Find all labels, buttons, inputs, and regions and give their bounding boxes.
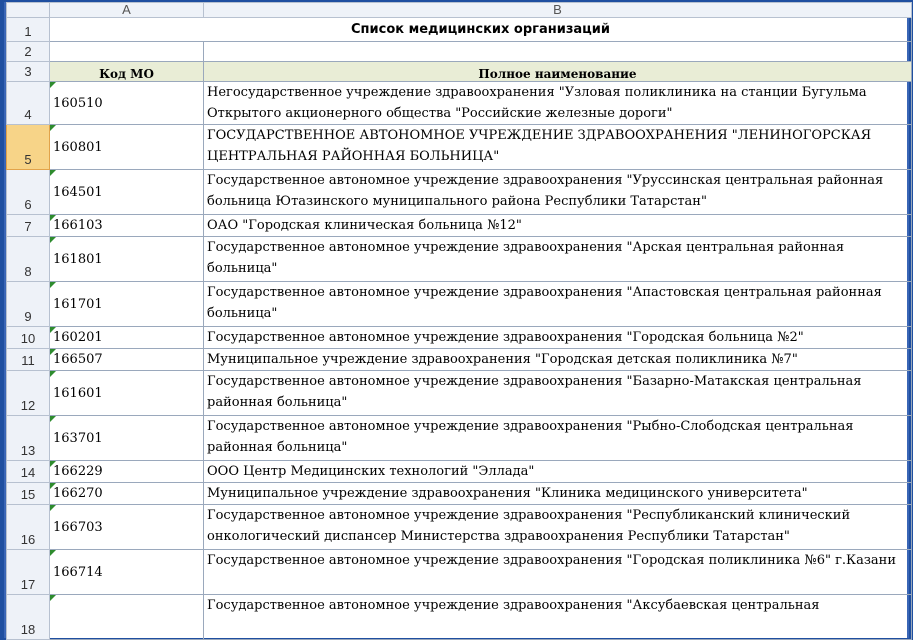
code-cell[interactable] (50, 595, 204, 640)
code-cell[interactable]: 166703 (50, 505, 204, 550)
code-cell[interactable]: 161601 (50, 371, 204, 416)
table-row (7, 349, 912, 371)
row-header[interactable]: 2 (7, 42, 50, 62)
row-header-selected[interactable]: 5 (7, 125, 50, 170)
table-row (7, 215, 912, 237)
code-cell[interactable]: 164501 (50, 170, 204, 215)
table-row (7, 125, 912, 170)
name-cell[interactable]: ОАО "Городская клиническая больница №12" (204, 215, 912, 237)
spreadsheet-window (4, 2, 909, 638)
code-cell[interactable]: 160801 (50, 125, 204, 170)
code-cell[interactable]: 160510 (50, 82, 204, 125)
code-cell[interactable]: 166714 (50, 550, 204, 595)
row-header[interactable]: 7 (7, 215, 50, 237)
table-row (7, 18, 912, 42)
code-cell[interactable]: 166229 (50, 461, 204, 483)
code-cell[interactable]: 166103 (50, 215, 204, 237)
table-row (7, 416, 912, 461)
table-row (7, 595, 912, 640)
code-cell[interactable]: 166270 (50, 483, 204, 505)
header-cell-name[interactable]: Полное наименование (204, 62, 912, 82)
select-all-corner[interactable] (7, 3, 50, 18)
code-cell[interactable]: 166507 (50, 349, 204, 371)
name-cell[interactable]: Государственное автономное учреждение здравоохранения "Республиканский клинический онкологический диспансер Министерства здравоохранения Республики Татарстан" (204, 505, 912, 550)
code-cell[interactable]: 161701 (50, 282, 204, 327)
table-row (7, 371, 912, 416)
row-header[interactable]: 16 (7, 505, 50, 550)
cell[interactable] (204, 42, 912, 62)
table-row (7, 461, 912, 483)
name-cell[interactable]: ГОСУДАРСТВЕННОЕ АВТОНОМНОЕ УЧРЕЖДЕНИЕ ЗДРАВООХРАНЕНИЯ "ЛЕНИНОГОРСКАЯ ЦЕНТРАЛЬНАЯ РАЙОННАЯ БОЛЬНИЦА" (204, 125, 912, 170)
name-cell[interactable]: Негосударственное учреждение здравоохранения "Узловая поликлиника на станции Бугульма Открытого акционерного общества "Российские железные дороги" (204, 82, 912, 125)
row-header[interactable]: 15 (7, 483, 50, 505)
table-row (7, 82, 912, 125)
table-row (7, 42, 912, 62)
code-cell[interactable]: 160201 (50, 327, 204, 349)
table-row (7, 62, 912, 82)
cell[interactable] (50, 42, 204, 62)
name-cell[interactable]: Государственное автономное учреждение здравоохранения "Арская центральная районная больница" (204, 237, 912, 282)
table-row (7, 170, 912, 215)
row-header[interactable]: 17 (7, 550, 50, 595)
name-cell[interactable]: Государственное автономное учреждение здравоохранения "Апастовская центральная районная больница" (204, 282, 912, 327)
header-cell-code[interactable]: Код МО (50, 62, 204, 82)
table-row (7, 282, 912, 327)
table-row (7, 505, 912, 550)
name-cell[interactable]: Государственное автономное учреждение здравоохранения "Базарно-Матакская центральная районная больница" (204, 371, 912, 416)
row-header[interactable]: 10 (7, 327, 50, 349)
code-cell[interactable]: 163701 (50, 416, 204, 461)
column-header-b[interactable]: B (204, 3, 912, 18)
table-row (7, 550, 912, 595)
row-header[interactable]: 1 (7, 18, 50, 42)
name-cell[interactable]: ООО Центр Медицинских технологий "Эллада" (204, 461, 912, 483)
row-header[interactable]: 12 (7, 371, 50, 416)
name-cell[interactable]: Государственное автономное учреждение здравоохранения "Городская поликлиника №6" г.Казани (204, 550, 912, 595)
row-header[interactable]: 8 (7, 237, 50, 282)
column-header-a[interactable]: A (50, 3, 204, 18)
row-header[interactable]: 14 (7, 461, 50, 483)
name-cell[interactable]: Государственное автономное учреждение здравоохранения "Уруссинская центральная районная больница Ютазинского муниципального района Республики Татарстан" (204, 170, 912, 215)
name-cell[interactable]: Государственное автономное учреждение здравоохранения "Городская больница №2" (204, 327, 912, 349)
column-header-row (7, 3, 912, 18)
row-header[interactable]: 3 (7, 62, 50, 82)
row-header[interactable]: 13 (7, 416, 50, 461)
table-row (7, 327, 912, 349)
name-cell[interactable]: Муниципальное учреждение здравоохранения "Клиника медицинского университета" (204, 483, 912, 505)
row-header[interactable]: 11 (7, 349, 50, 371)
row-header[interactable]: 4 (7, 82, 50, 125)
table-row (7, 237, 912, 282)
row-header[interactable]: 18 (7, 595, 50, 640)
spreadsheet-grid (6, 2, 912, 640)
sheet-title-cell[interactable]: Список медицинских организаций (50, 18, 912, 42)
table-row (7, 483, 912, 505)
name-cell[interactable]: Государственное автономное учреждение здравоохранения "Рыбно-Слободская центральная районная больница" (204, 416, 912, 461)
code-cell[interactable]: 161801 (50, 237, 204, 282)
name-cell[interactable]: Государственное автономное учреждение здравоохранения "Аксубаевская центральная (204, 595, 912, 640)
row-header[interactable]: 6 (7, 170, 50, 215)
name-cell[interactable]: Муниципальное учреждение здравоохранения "Городская детская поликлиника №7" (204, 349, 912, 371)
row-header[interactable]: 9 (7, 282, 50, 327)
